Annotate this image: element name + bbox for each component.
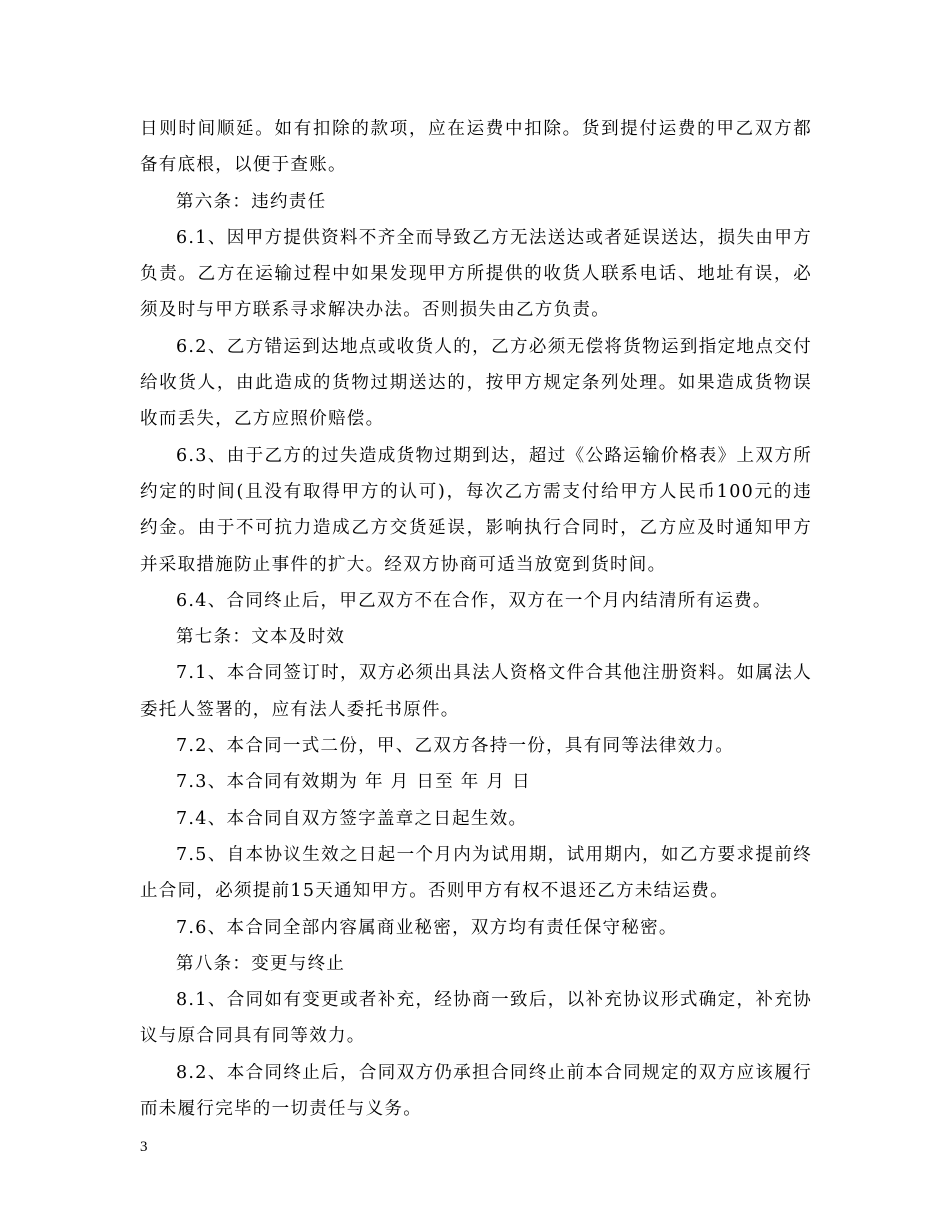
- clause-7-2: 7.2、本合同一式二份，甲、乙双方各持一份，具有同等法律效力。: [176, 736, 735, 757]
- article-7-heading: 第七条：文本及时效: [176, 627, 346, 648]
- clause-8-1: 8.1、合同如有变更或者补充，经协商一致后，以补充协议形式确定，补充协议与原合同具有同等效力。: [140, 990, 812, 1047]
- clause-7-6: 7.6、本合同全部内容属商业秘密，双方均有责任保守秘密。: [176, 917, 678, 938]
- document-body: [140, 111, 812, 1127]
- article-6-heading: 第六条：违约责任: [176, 191, 327, 212]
- clause-7-4: 7.4、本合同自双方签字盖章之日起生效。: [176, 808, 528, 829]
- clause-6-3: 6.3、由于乙方的过失造成货物过期到达，超过《公路运输价格表》上双方所约定的时间(且没有取得甲方的认可)，每次乙方需支付给甲方人民币100元的违约金。由于不可抗力造成乙方交货延误，影响执行合同时，乙方应及时通知甲方并采取措施防止事件的扩大。经双方协商可适当放宽到货时间。: [140, 445, 812, 575]
- continuation-paragraph: 日则时间顺延。如有扣除的款项，应在运费中扣除。货到提付运费的甲乙双方都备有底根，以便于查账。: [140, 119, 812, 176]
- clause-7-5: 7.5、自本协议生效之日起一个月内为试用期，试用期内，如乙方要求提前终止合同，必须提前15天通知甲方。否则甲方有权不退还乙方未结运费。: [140, 844, 812, 902]
- clause-7-1: 7.1、本合同签订时，双方必须出具法人资格文件合其他注册资料。如属法人委托人签署的，应有法人委托书原件。: [140, 663, 812, 720]
- clause-7-3: 7.3、本合同有效期为 年 月 日至 年 月 日: [176, 772, 531, 793]
- page-number: 3: [140, 1139, 148, 1155]
- clause-8-2: 8.2、本合同终止后，合同双方仍承担合同终止前本合同规定的双方应该履行而未履行完毕的一切责任与义务。: [140, 1062, 812, 1120]
- article-8-heading: 第八条：变更与终止: [176, 953, 346, 974]
- clause-6-1: 6.1、因甲方提供资料不齐全而导致乙方无法送达或者延误送达，损失由甲方负责。乙方在运输过程中如果发现甲方所提供的收货人联系电话、地址有误，必须及时与甲方联系寻求解决办法。否则损失由乙方负责。: [140, 227, 812, 321]
- clause-6-4: 6.4、合同终止后，甲乙双方不在合作，双方在一个月内结清所有运费。: [176, 590, 772, 611]
- clause-6-2: 6.2、乙方错运到达地点或收货人的，乙方必须无偿将货物运到指定地点交付给收货人，由此造成的货物过期送达的，按甲方规定条列处理。如果造成货物误收而丢失，乙方应照价赔偿。: [140, 336, 812, 430]
